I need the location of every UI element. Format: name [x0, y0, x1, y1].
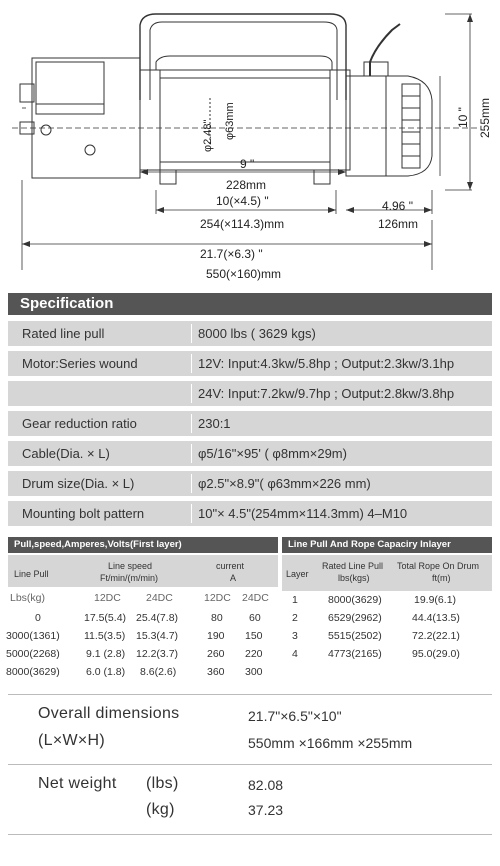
specification-header: Specification [8, 293, 492, 315]
spec-label: Gear reduction ratio [22, 416, 137, 431]
spec-label: Motor:Series wound [22, 356, 138, 371]
pull-table-body [0, 610, 280, 690]
spec-value: φ5/16"×95' ( φ8mm×29m) [198, 446, 347, 461]
net-weight-unit-lbs: (lbs) [146, 775, 179, 792]
header-line-speed-unit: Ft/min/(m/min) [100, 573, 158, 583]
table-cell: 220 [245, 648, 263, 660]
table-cell: 12.2(3.7) [136, 648, 179, 660]
subheader-speed-12dc: 12DC [94, 592, 121, 604]
spec-value: 230:1 [198, 416, 231, 431]
dim-total-in: 21.7(×6.3) " [200, 247, 263, 261]
table-cell: 25.4(7.8) [136, 612, 179, 624]
spec-row-rated-pull [8, 321, 492, 346]
table-cell: 6529(2962) [328, 612, 382, 624]
spec-value: 24V: Input:7.2kw/9.7hp ; Output:2.8kw/3.8hp [198, 386, 455, 401]
overall-dimensions-mm: 550mm ×166mm ×255mm [248, 735, 413, 751]
spec-label: Cable(Dia. × L) [22, 446, 110, 461]
dim-4-96in: 4.96 " [382, 199, 413, 213]
table-cell: 8000(3629) [328, 594, 382, 606]
dim-228mm: 228mm [226, 178, 267, 192]
divider [8, 694, 492, 695]
pull-table-title: Pull,speed,Amperes,Volts(First layer) [8, 537, 278, 553]
table-cell: 190 [207, 630, 225, 642]
net-weight-label: Net weight [38, 775, 117, 792]
table-cell: 6.0 (1.8) [86, 666, 126, 678]
table-cell: 3000(1361) [6, 630, 60, 642]
table-cell: 300 [245, 666, 263, 678]
net-weight-unit-kg: (kg) [146, 801, 175, 818]
net-weight-kg: 37.23 [248, 802, 284, 818]
table-cell: 19.9(6.1) [414, 594, 457, 606]
subheader-current-24dc: 24DC [242, 592, 269, 604]
divider [8, 834, 492, 835]
dim-bolt-mm: 254(×114.3)mm [200, 217, 285, 231]
table-cell: 4 [292, 648, 298, 660]
subheader-lbs-kg: Lbs(kg) [10, 592, 46, 604]
spec-value: 10"× 4.5"(254mm×114.3mm) 4–M10 [198, 506, 408, 521]
table-cell: 60 [249, 612, 261, 624]
table-cell: 5515(2502) [328, 630, 382, 642]
pull-table-header [8, 555, 278, 587]
spec-value: φ2.5"×8.9"( φ63mm×226 mm) [198, 476, 371, 491]
table-cell: 150 [245, 630, 263, 642]
subheader-current-12dc: 12DC [204, 592, 231, 604]
spec-divider [191, 444, 192, 463]
spec-row-motor-12v [8, 351, 492, 376]
table-cell: 2 [292, 612, 298, 624]
layer-table-header [282, 555, 492, 591]
table-cell: 11.5(3.5) [84, 630, 126, 642]
layer-table-title: Line Pull And Rope Capaciry Inlayer [282, 537, 492, 553]
header-current: current [216, 561, 245, 571]
header-total-rope: Total Rope On Drum [397, 561, 480, 571]
spec-row-mounting-bolt [8, 501, 492, 526]
spec-value: 8000 lbs ( 3629 kgs) [198, 326, 316, 341]
spec-divider [191, 354, 192, 373]
overall-dimensions-label: Overall dimensions [38, 705, 180, 722]
spec-label: Rated line pull [22, 326, 105, 341]
spec-row-gear-ratio [8, 411, 492, 436]
spec-divider [191, 504, 192, 523]
dim-total-mm: 550(×160)mm [206, 267, 282, 281]
spec-value: 12V: Input:4.3kw/5.8hp ; Output:2.3kw/3.1hp [198, 356, 455, 371]
subheader-speed-24dc: 24DC [146, 592, 173, 604]
divider [8, 764, 492, 765]
table-cell: 5000(2268) [6, 648, 60, 660]
dim-126mm: 126mm [378, 217, 419, 231]
spec-label: Drum size(Dia. × L) [22, 476, 135, 491]
table-cell: 15.3(4.7) [136, 630, 179, 642]
spec-divider [191, 324, 192, 343]
table-cell: 80 [211, 612, 223, 624]
dim-10in: 10 " [456, 107, 470, 128]
header-rated-unit: lbs(kgs) [338, 573, 370, 583]
spec-row-drum-size [8, 471, 492, 496]
dim-drum-mm: φ63mm [224, 102, 236, 140]
table-cell: 1 [292, 594, 298, 606]
table-cell: 4773(2165) [328, 648, 382, 660]
overall-dimensions-inches: 21.7"×6.5"×10" [248, 708, 342, 724]
spec-row-cable [8, 441, 492, 466]
table-cell: 95.0(29.0) [412, 648, 460, 660]
spec-divider [191, 384, 192, 403]
table-cell: 72.2(22.1) [412, 630, 460, 642]
spec-divider [191, 414, 192, 433]
header-rated-pull: Rated Line Pull [322, 561, 384, 571]
spec-row-motor-24v [8, 381, 492, 406]
table-cell: 9.1 (2.8) [86, 648, 126, 660]
layer-table-body [282, 592, 492, 672]
header-line-speed: Line speed [108, 561, 153, 571]
table-cell: 17.5(5.4) [84, 612, 127, 624]
dim-drum-in: φ2.48" [202, 119, 214, 152]
table-cell: 260 [207, 648, 225, 660]
pull-table-subheader [8, 590, 278, 606]
spec-divider [191, 474, 192, 493]
dim-bolt-in: 10(×4.5) " [216, 194, 269, 208]
overall-dimensions-lwh: (L×W×H) [38, 732, 105, 749]
header-line-pull: Line Pull [14, 569, 49, 579]
table-cell: 8.6(2.6) [140, 666, 177, 678]
table-cell: 44.4(13.5) [412, 612, 460, 624]
table-cell: 360 [207, 666, 225, 678]
header-current-unit: A [230, 573, 237, 583]
table-cell: 0 [35, 612, 41, 624]
net-weight-lbs: 82.08 [248, 777, 284, 793]
table-cell: 3 [292, 630, 298, 642]
header-total-unit: ft(m) [432, 573, 451, 583]
table-cell: 8000(3629) [6, 666, 60, 678]
dim-9in: 9 " [240, 157, 255, 171]
spec-label: Mounting bolt pattern [22, 506, 145, 521]
header-layer: Layer [286, 569, 309, 579]
dim-255mm: 255mm [478, 97, 492, 138]
